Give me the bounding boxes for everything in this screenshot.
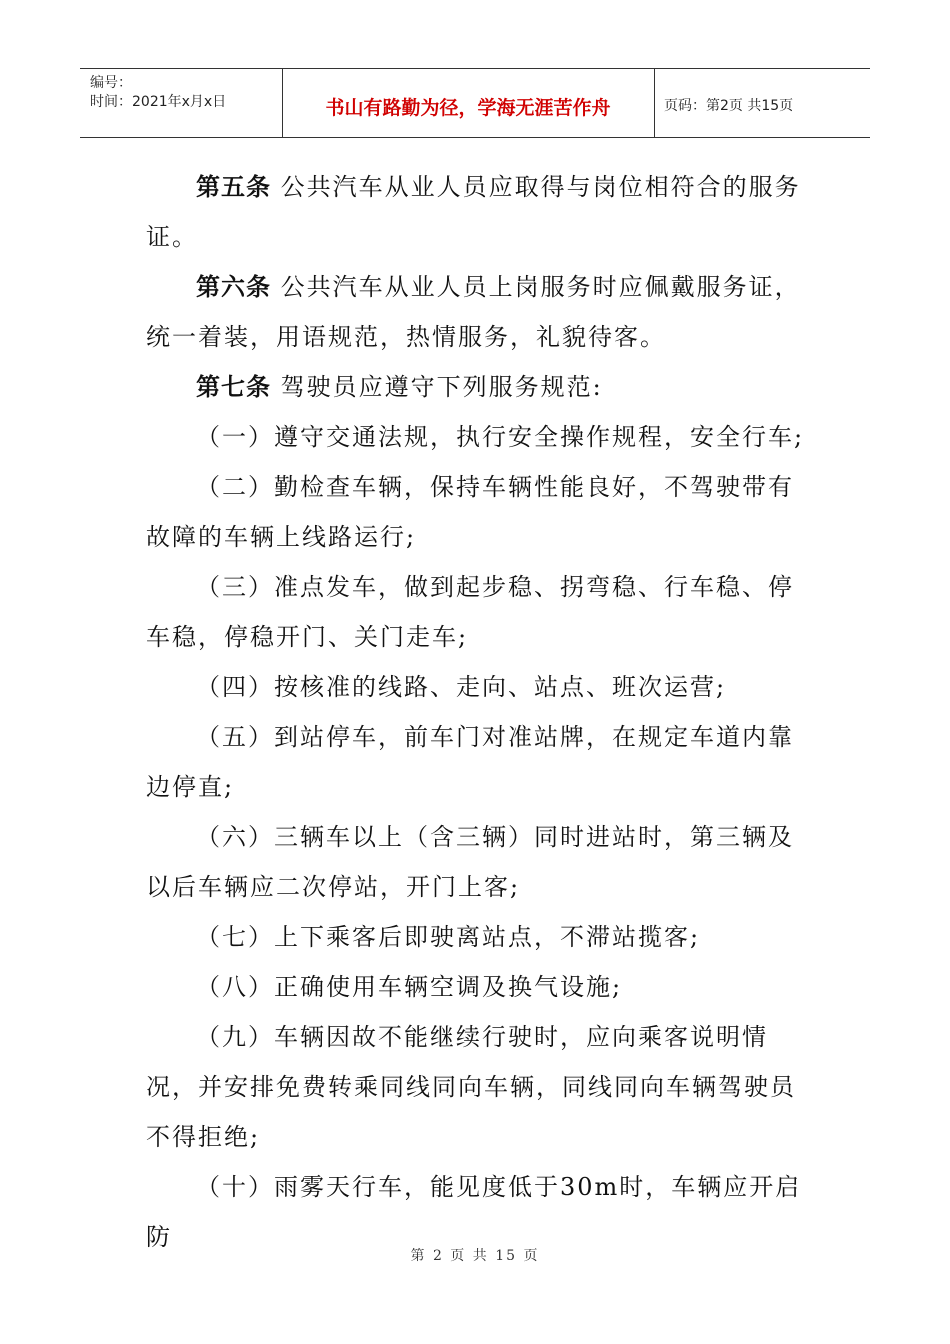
article-6 <box>146 262 810 362</box>
header-page-cell <box>654 69 870 137</box>
article-heading: 第六条 <box>196 273 271 301</box>
page-header <box>80 68 870 138</box>
header-page-info: 页码：第2页 共15页 <box>664 98 794 114</box>
list-item: （七）上下乘客后即驶离站点，不滞站揽客; <box>196 923 701 951</box>
header-meta-cell <box>80 69 283 137</box>
article-7 <box>146 362 810 412</box>
list-item: （十）雨雾天行车，能见度低于30m时，车辆应开启防 <box>146 1173 802 1251</box>
article-text: 公共汽车从业人员上岗服务时应佩戴服务证，统一着装，用语规范，热情服务，礼貌待客。 <box>146 273 801 351</box>
list-item: （五）到站停车，前车门对准站牌，在规定车道内靠边停直; <box>146 723 794 801</box>
document-time-label: 时间：2021年x月x日 <box>90 94 227 110</box>
article-heading: 第七条 <box>196 373 271 401</box>
list-item: （三）准点发车，做到起步稳、拐弯稳、行车稳、停车稳，停稳开门、关门走车; <box>146 573 794 651</box>
page-footer: 第 2 页 共 15 页 <box>410 1248 540 1264</box>
article-text: 驾驶员应遵守下列服务规范: <box>280 373 603 401</box>
document-number-label: 编号： <box>90 75 132 91</box>
article-text: 公共汽车从业人员应取得与岗位相符合的服务证。 <box>146 173 801 251</box>
header-motto-cell <box>282 69 655 137</box>
list-item: （九）车辆因故不能继续行驶时，应向乘客说明情况，并安排免费转乘同线同向车辆，同线同向车辆驾驶员不得拒绝; <box>146 1023 796 1151</box>
list-item: （二）勤检查车辆，保持车辆性能良好，不驾驶带有故障的车辆上线路运行; <box>146 473 794 551</box>
article-5 <box>146 162 810 262</box>
list-item: （一）遵守交通法规，执行安全操作规程，安全行车; <box>196 423 805 451</box>
header-motto: 书山有路勤为径，学海无涯苦作舟 <box>325 97 611 119</box>
article-heading: 第五条 <box>196 173 271 201</box>
list-item: （六）三辆车以上（含三辆）同时进站时，第三辆及以后车辆应二次停站，开门上客; <box>146 823 794 901</box>
document-body <box>146 162 810 1262</box>
list-item: （四）按核准的线路、走向、站点、班次运营; <box>196 673 727 701</box>
list-item: （八）正确使用车辆空调及换气设施; <box>196 973 623 1001</box>
